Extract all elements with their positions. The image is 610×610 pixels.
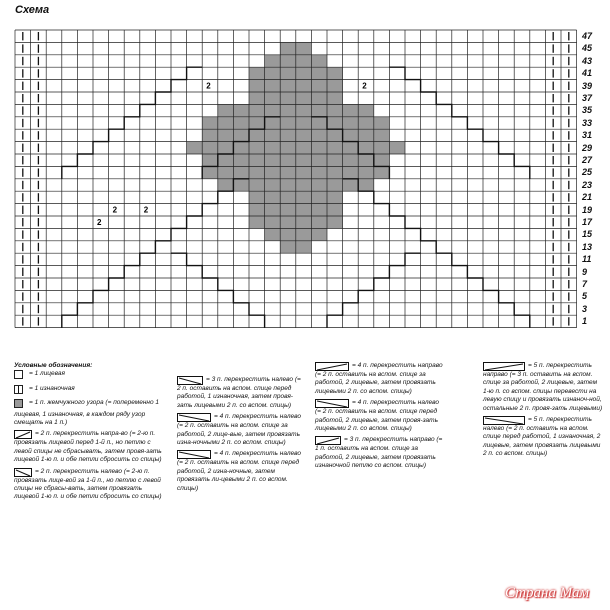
row-number: 41 [582, 68, 593, 79]
legend-item [177, 413, 302, 447]
seed-stitch-cell [327, 92, 343, 104]
seed-stitch-cell [327, 104, 343, 116]
seed-stitch-cell [311, 166, 327, 178]
seed-stitch-cell [249, 142, 265, 154]
seed-stitch-cell [202, 142, 218, 154]
seed-stitch-cell [249, 129, 265, 141]
seed-stitch-cell [358, 166, 374, 178]
seed-stitch-cell [280, 55, 296, 67]
seed-stitch-cell [296, 42, 312, 54]
legend-text: = 4 п. перекрестить направо (= 2 п. оставить на вспом. спице за работой, 2 лицевые, затем провязать лицевыми 2 п. со вспом. спицы) [315, 362, 443, 395]
seed-stitch-cell [233, 117, 249, 129]
legend-item [315, 436, 445, 470]
chart-title: Схема [15, 4, 50, 16]
seed-stitch-cell [218, 154, 234, 166]
seed-stitch-cell [249, 191, 265, 203]
seed-stitch-cell [296, 228, 312, 240]
legend-item [177, 376, 302, 410]
seed-stitch-cell [249, 117, 265, 129]
seed-stitch-cell [343, 129, 359, 141]
seed-stitch-cell [311, 204, 327, 216]
seed-stitch-gray-icon [14, 402, 26, 409]
cross-right-3-icon [315, 436, 341, 445]
seed-stitch-cell [327, 179, 343, 191]
row-number: 39 [582, 80, 593, 91]
seed-stitch-cell [280, 117, 296, 129]
legend-text: = 4 п. перекрестить налево (= 2 п. оставить на вспом. спице перед работой, 2 изна-ночные, затем провязать ли-цевыми 2 п. со вспом. спицы) [177, 450, 302, 492]
seed-stitch-cell [374, 154, 390, 166]
cross-left-5-icon [483, 416, 525, 425]
seed-stitch-cell [327, 204, 343, 216]
seed-stitch-cell [343, 104, 359, 116]
seed-stitch-cell [296, 241, 312, 253]
seed-stitch-cell [343, 117, 359, 129]
seed-stitch-cell [280, 166, 296, 178]
seed-stitch-cell [218, 117, 234, 129]
seed-stitch-cell [265, 55, 281, 67]
legend-item [14, 370, 164, 381]
watermark-logo: Страна Мам [505, 585, 590, 601]
seed-stitch-cell [265, 67, 281, 79]
seed-stitch-cell [327, 129, 343, 141]
row-number: 31 [582, 130, 593, 141]
legend-text: = 1 лицевая [29, 370, 65, 378]
seed-stitch-cell [233, 154, 249, 166]
seed-stitch-cell [296, 55, 312, 67]
seed-stitch-cell [296, 92, 312, 104]
purl-square-icon [14, 388, 26, 395]
seed-stitch-cell [218, 179, 234, 191]
seed-stitch-cell [233, 179, 249, 191]
seed-stitch-cell [311, 117, 327, 129]
seed-stitch-cell [265, 204, 281, 216]
seed-stitch-cell [280, 67, 296, 79]
row-number: 29 [582, 142, 593, 153]
cross-left-4c-icon [315, 399, 349, 408]
row-number: 23 [582, 179, 593, 190]
row-number: 43 [582, 55, 593, 66]
seed-stitch-cell [358, 104, 374, 116]
cross-right-4-icon [315, 362, 349, 371]
seed-stitch-cell [249, 216, 265, 228]
seed-stitch-cell [327, 80, 343, 92]
seed-stitch-cell [311, 191, 327, 203]
seed-stitch-cell [327, 154, 343, 166]
seed-stitch-cell [343, 166, 359, 178]
legend-item [483, 416, 603, 459]
legend-item [14, 430, 164, 464]
seed-stitch-cell [233, 104, 249, 116]
seed-stitch-cell [265, 154, 281, 166]
legend-item [14, 385, 164, 396]
row-number: 17 [582, 217, 593, 227]
seed-stitch-cell [187, 142, 203, 154]
seed-stitch-cell [249, 104, 265, 116]
cross-left-4-icon [177, 413, 211, 422]
seed-stitch-cell [202, 117, 218, 129]
seed-stitch-cell [296, 80, 312, 92]
seed-stitch-cell [265, 117, 281, 129]
seed-stitch-cell [296, 179, 312, 191]
seed-stitch-cell [343, 179, 359, 191]
legend-heading: Условные обозначения: [14, 362, 93, 369]
seed-stitch-cell [218, 104, 234, 116]
seed-stitch-cell [374, 142, 390, 154]
row-number: 35 [582, 105, 593, 116]
row-number: 15 [582, 229, 593, 240]
seed-stitch-cell [249, 166, 265, 178]
seed-stitch-cell [358, 179, 374, 191]
seed-stitch-cell [358, 117, 374, 129]
row-number: 37 [582, 93, 593, 103]
seed-stitch-cell [249, 92, 265, 104]
seed-stitch-cell [374, 117, 390, 129]
cable-number-label: 2 [206, 81, 211, 91]
seed-stitch-cell [296, 166, 312, 178]
seed-stitch-cell [311, 67, 327, 79]
seed-stitch-cell [358, 142, 374, 154]
legend-text: = 5 п. перекрестить налево (= 2 п. оставить на вспом. спице перед работой, 1 изнаночная, 2 лицевые, затем провязать лицевыми 2 п. со вспом. спицы) [483, 416, 601, 458]
seed-stitch-cell [265, 104, 281, 116]
legend-column-4 [483, 362, 603, 462]
legend-text: = 1 п. жемчужного узора (= попеременно 1 лицевая, 1 изнаночная, в каждом ряду узор смещать на 1 п.) [14, 399, 160, 427]
seed-stitch-cell [265, 129, 281, 141]
row-number: 7 [582, 279, 588, 289]
legend-text: = 3 п. перекрестить налево (= 2 п. оставить на вспом. спице перед работой, 1 изнаночная, затем провя-зать лицевыми 2 п. со вспом. спицы) [177, 376, 301, 409]
seed-stitch-cell [218, 129, 234, 141]
cross-left-3-icon [177, 376, 203, 385]
seed-stitch-cell [280, 204, 296, 216]
row-number: 13 [582, 241, 593, 252]
seed-stitch-cell [280, 216, 296, 228]
seed-stitch-cell [311, 129, 327, 141]
cross-left-2-icon [14, 468, 32, 477]
seed-stitch-cell [202, 166, 218, 178]
legend-item [315, 399, 445, 433]
row-number: 11 [582, 254, 592, 265]
seed-stitch-cell [374, 129, 390, 141]
seed-stitch-cell [280, 179, 296, 191]
seed-stitch-cell [265, 191, 281, 203]
legend-item [14, 468, 164, 502]
seed-stitch-cell [280, 191, 296, 203]
seed-stitch-cell [249, 154, 265, 166]
seed-stitch-cell [311, 154, 327, 166]
seed-stitch-cell [280, 228, 296, 240]
seed-stitch-cell [296, 191, 312, 203]
cable-line [62, 67, 202, 179]
legend-text: = 4 п. перекрестить налево (= 2 п. оставить на вспом. спице за работой, 2 лице-вые, затем провязать изна-ночными 2 п. со вспом. спицы) [177, 413, 302, 447]
seed-stitch-cell [280, 104, 296, 116]
seed-stitch-cell [280, 129, 296, 141]
legend-column-3 [315, 362, 445, 474]
seed-stitch-cell [374, 166, 390, 178]
legend-text: = 2 п. перекрестить налево (= 2-ю п. провязать лице-вой за 1-й п., но петлю с левой спицы не сбрасы-вать, затем провязать лицевой 1-ю п. и обе петли сбросить со спицы) [14, 467, 162, 501]
row-number: 33 [582, 117, 593, 128]
seed-stitch-cell [249, 67, 265, 79]
row-number: 5 [582, 291, 588, 302]
seed-stitch-cell [296, 216, 312, 228]
seed-stitch-cell [296, 204, 312, 216]
seed-stitch-cell [311, 142, 327, 154]
legend-item [483, 362, 603, 413]
seed-stitch-cell [265, 179, 281, 191]
seed-stitch-cell [358, 129, 374, 141]
legend-text: = 2 п. перекрестить напра-во (= 2-ю п. провязать лицевой перед 1-й п., но петлю с левой спицы не сбрасывать, затем провя-зать лицевой 1-ю п. и обе петли сбросить со спицы) [14, 430, 162, 464]
cable-number-label: 2 [362, 81, 367, 91]
cross-right-5-icon [483, 362, 525, 371]
seed-stitch-cell [218, 166, 234, 178]
seed-stitch-cell [249, 204, 265, 216]
seed-stitch-cell [311, 104, 327, 116]
seed-stitch-cell [311, 179, 327, 191]
legend-text: = 5 п. перекрестить направо (= 3 п. оставить на вспом. спице за работой, 2 лицевые, затем 1-ю п. со вспом. спицы перевести на левую спицу и провязать изнаноч-ной, остальные 2 п. провя-зать лицевыми) [483, 362, 603, 412]
row-number: 47 [582, 31, 593, 41]
row-number: 19 [582, 204, 593, 215]
seed-stitch-cell [218, 142, 234, 154]
cable-number-label: 2 [143, 205, 149, 215]
cable-line [389, 67, 529, 179]
seed-stitch-cell [389, 142, 405, 154]
seed-stitch-cell [358, 154, 374, 166]
seed-stitch-cell [311, 216, 327, 228]
seed-stitch-cell [296, 117, 312, 129]
seed-stitch-cell [327, 191, 343, 203]
seed-stitch-cell [296, 67, 312, 79]
seed-stitch-cell [343, 142, 359, 154]
seed-stitch-cell [327, 142, 343, 154]
legend-text: = 1 изнаночная [29, 384, 75, 392]
row-number: 25 [582, 167, 593, 178]
seed-stitch-cell [280, 92, 296, 104]
seed-stitch-cell [265, 142, 281, 154]
seed-stitch-cell [296, 129, 312, 141]
row-number: 21 [582, 192, 593, 203]
seed-stitch-cell [202, 129, 218, 141]
seed-stitch-cell [280, 42, 296, 54]
seed-stitch-cell [265, 80, 281, 92]
seed-stitch-cell [296, 104, 312, 116]
row-number: 3 [582, 303, 588, 314]
legend-text: = 3 п. перекрестить направо (= 1 п. оставить на вспом. спице за работой, 2 лицевые, затем провязать изнаночной петлю со вспом. спицы) [315, 436, 443, 470]
seed-stitch-cell [265, 228, 281, 240]
seed-stitch-cell [280, 154, 296, 166]
seed-stitch-cell [265, 92, 281, 104]
knit-square-icon [14, 373, 26, 380]
legend-item [177, 450, 302, 493]
row-number: 27 [582, 155, 593, 165]
seed-stitch-cell [327, 166, 343, 178]
seed-stitch-cell [249, 179, 265, 191]
seed-stitch-cell [233, 166, 249, 178]
legend-item [14, 399, 164, 427]
seed-stitch-cell [233, 129, 249, 141]
legend-column-1 [14, 362, 164, 505]
seed-stitch-cell [233, 142, 249, 154]
seed-stitch-cell [202, 154, 218, 166]
seed-stitch-cell [249, 80, 265, 92]
seed-stitch-cell [296, 154, 312, 166]
seed-stitch-cell [280, 241, 296, 253]
seed-stitch-cell [265, 166, 281, 178]
legend-text: = 4 п. перекрестить налево (= 2 п. оставить на вспом. спице перед работой, 2 лицевые, затем провя-зать лицевыми 2 п. со вспом. спицы) [315, 399, 440, 433]
cable-number-label: 2 [97, 218, 102, 227]
seed-stitch-cell [280, 142, 296, 154]
seed-stitch-cell [296, 142, 312, 154]
seed-stitch-cell [327, 216, 343, 228]
cable-number-label: 2 [112, 205, 118, 215]
row-number: 9 [582, 266, 588, 277]
legend-item [315, 362, 445, 396]
legend-column-2 [177, 376, 302, 496]
seed-stitch-cell [327, 67, 343, 79]
seed-stitch-cell [311, 228, 327, 240]
row-number: 45 [582, 43, 593, 54]
seed-stitch-cell [311, 80, 327, 92]
seed-stitch-cell [311, 55, 327, 67]
seed-stitch-cell [311, 92, 327, 104]
seed-stitch-cell [327, 117, 343, 129]
seed-stitch-cell [280, 80, 296, 92]
seed-stitch-cell [343, 154, 359, 166]
row-number: 1 [582, 316, 588, 327]
seed-stitch-cell [265, 216, 281, 228]
